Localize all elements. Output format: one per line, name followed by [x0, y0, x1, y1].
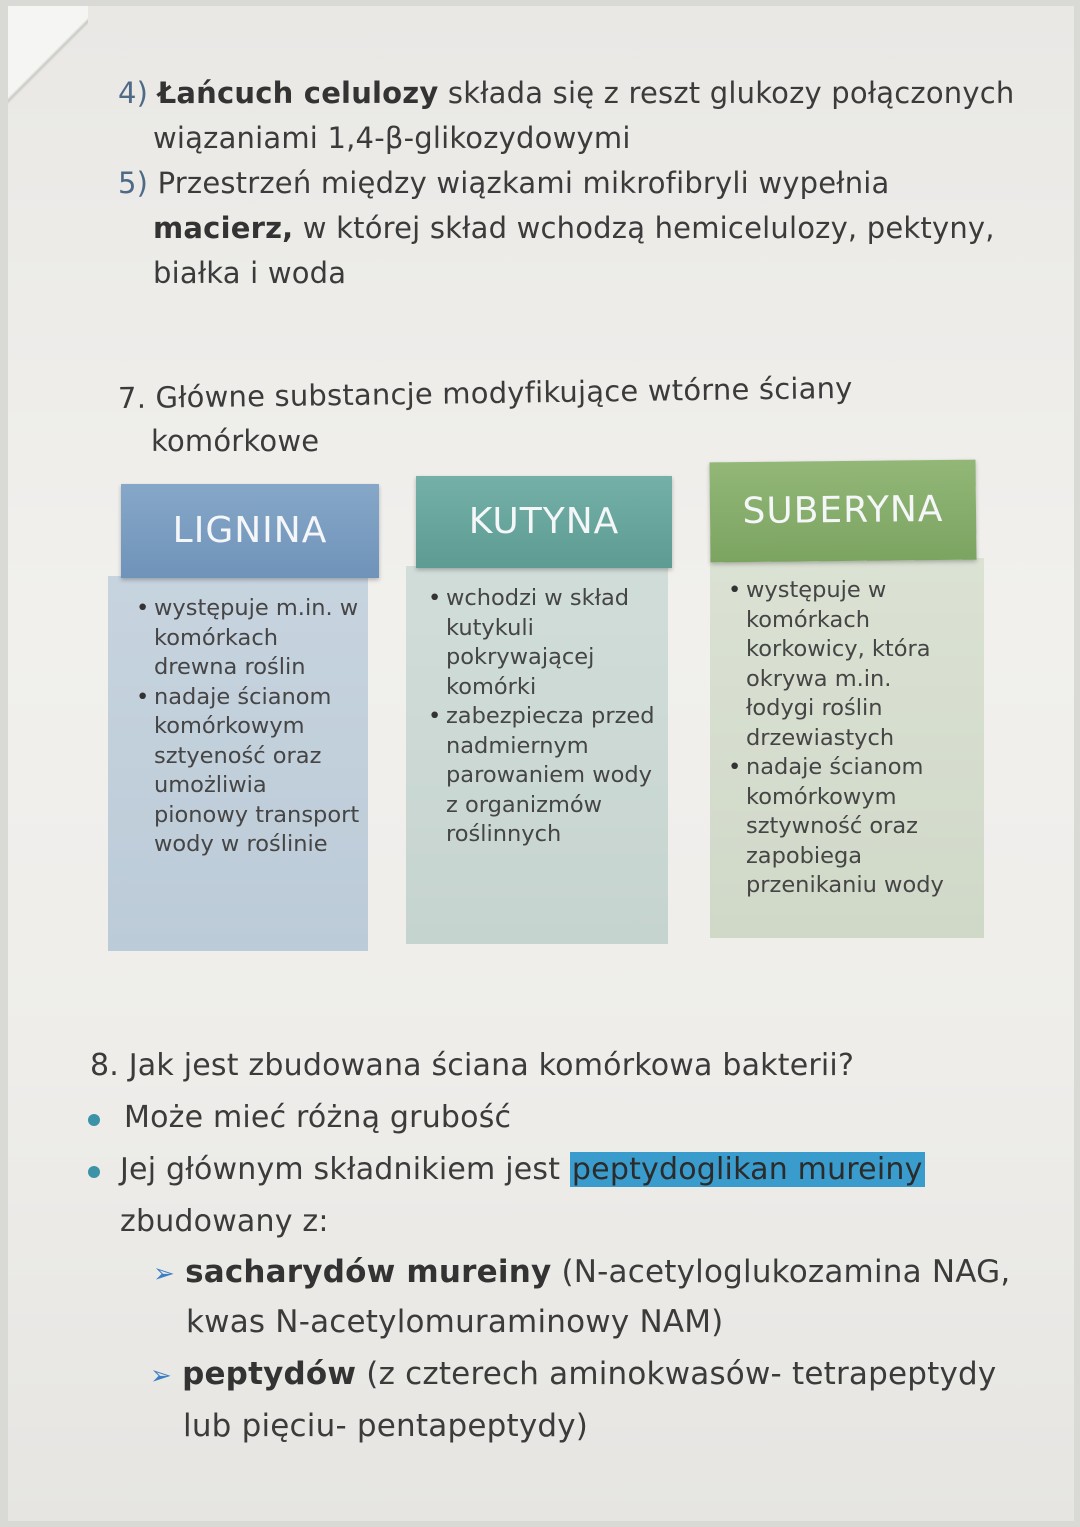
item-4-cont: wiązaniami 1,4-β-glikozydowymi	[153, 121, 631, 155]
item-number: 4)	[118, 76, 149, 110]
page-corner-fold	[8, 6, 88, 116]
arrow-bullet-icon: ➢	[150, 1361, 172, 1391]
item-5	[118, 166, 890, 200]
lignina-header: LIGNINA	[121, 484, 379, 578]
sub-item-1-cont: kwas N-acetylomuraminowy NAM)	[186, 1304, 724, 1340]
arrow-bullet-icon: ➢	[153, 1259, 175, 1289]
item-4	[118, 76, 1014, 110]
text: Przestrzeń między wiązkami mikrofibryli wypełnia	[157, 166, 890, 200]
highlighted-text: peptydoglikan mureiny	[571, 1152, 923, 1187]
bullet-2	[120, 1152, 925, 1187]
item-5-cont2: białka i woda	[153, 256, 347, 290]
kutyna-header: KUTYNA	[416, 476, 672, 568]
bullet-1: Może mieć różną grubość	[124, 1100, 512, 1135]
bold-term: peptydów	[182, 1356, 357, 1392]
kutyna-bullet-2: • zabezpiecza przed nadmiernym parowaniem wody z organizmów roślinnych	[428, 702, 668, 850]
text: Jej głównym składnikiem jest	[120, 1152, 570, 1187]
text: składa się z reszt glukozy połączonych	[438, 76, 1015, 110]
text: (N-acetyloglukozamina NAG,	[551, 1254, 1011, 1290]
suberyna-bullet-1: • występuje w komórkach korkowicy, która okrywa m.in. łodygi roślin drzewiastych	[728, 576, 984, 753]
kutyna-bullet-1: • wchodzi w skład kutykuli pokrywającej komórki	[428, 584, 668, 702]
section-8-title: 8. Jak jest zbudowana ściana komórkowa bakterii?	[90, 1048, 855, 1083]
suberyna-bullet-2: • nadaje ścianom komórkowym sztywność oraz zapobiega przenikaniu wody	[728, 753, 984, 901]
section-7-title-cont: komórkowe	[151, 424, 320, 458]
bold-term: sacharydów mureiny	[185, 1254, 552, 1290]
bold-term: macierz,	[153, 211, 294, 245]
document-page	[8, 6, 1074, 1521]
item-5-cont	[153, 211, 995, 245]
sub-item-1	[153, 1254, 1010, 1290]
lignina-bullet-1: • występuje m.in. w komórkach drewna roślin	[136, 594, 368, 683]
lignina-body	[108, 576, 368, 951]
section-7-title: 7. Główne substancje modyfikujące wtórne ściany	[117, 370, 853, 416]
bold-term: Łańcuch celulozy	[157, 76, 439, 110]
sub-item-2	[150, 1356, 996, 1392]
bullet-dot-icon	[88, 1114, 100, 1126]
text: (z czterech aminokwasów- tetrapeptydy	[356, 1356, 997, 1392]
lignina-bullet-2: • nadaje ścianom komórkowym sztyeność oraz umożliwia pionowy transport wody w roślinie	[136, 683, 368, 860]
text: w której skład wchodzą hemicelulozy, pektyny,	[293, 211, 995, 245]
bullet-2-cont: zbudowany z:	[120, 1204, 329, 1239]
bullet-dot-icon	[88, 1166, 100, 1178]
sub-item-2-cont: lub pięciu- pentapeptydy)	[183, 1408, 589, 1444]
kutyna-body	[406, 566, 668, 944]
suberyna-header: SUBERYNA	[709, 460, 976, 563]
item-number: 5)	[118, 166, 149, 200]
suberyna-body	[710, 558, 984, 938]
